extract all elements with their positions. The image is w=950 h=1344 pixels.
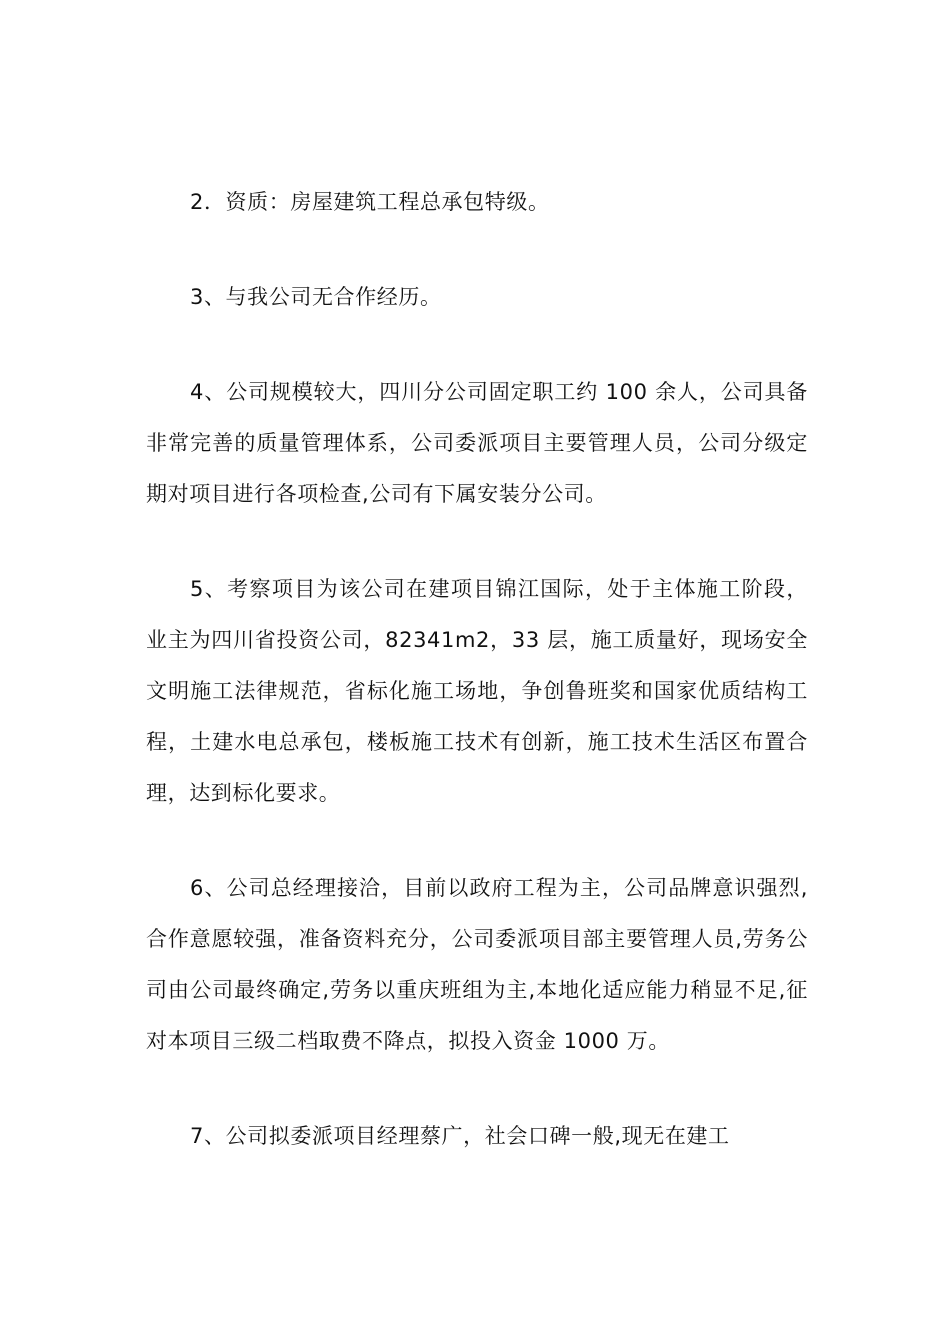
document-body: [146, 177, 808, 1162]
paragraph-company-scale: 4、公司规模较大，四川分公司固定职工约 100 余人，公司具备非常完善的质量管理体系，公司委派项目主要管理人员，公司分级定期对项目进行各项检查,公司有下属安装分公司。: [146, 380, 808, 506]
paragraph-general-manager: 6、公司总经理接洽，目前以政府工程为主，公司品牌意识强烈,合作意愿较强，准备资料充分，公司委派项目部主要管理人员,劳务公司由公司最终确定,劳务以重庆班组为主,本地化适应能力稍显不足,征对本项目三级二档取费不降点，拟投入资金 1000 万。: [146, 876, 808, 1053]
paragraph-cooperation-history: 3、与我公司无合作经历。: [190, 285, 442, 309]
paragraph-project-manager: 7、公司拟委派项目经理蔡广，社会口碑一般,现无在建工: [190, 1124, 730, 1148]
paragraph-gap: [146, 520, 808, 564]
paragraph-gap: [146, 228, 808, 272]
paragraph-gap: [146, 1067, 808, 1111]
paragraph-gap: [146, 323, 808, 367]
paragraph-qualification: 2．资质：房屋建筑工程总承包特级。: [190, 190, 550, 214]
paragraph-gap: [146, 819, 808, 863]
paragraph-inspection-project: 5、考察项目为该公司在建项目锦江国际，处于主体施工阶段，业主为四川省投资公司，82341m2，33 层，施工质量好，现场安全文明施工法律规范，省标化施工场地，争创鲁班奖和国家优质结构工程，土建水电总承包，楼板施工技术有创新，施工技术生活区布置合理，达到标化要求。: [146, 577, 808, 805]
